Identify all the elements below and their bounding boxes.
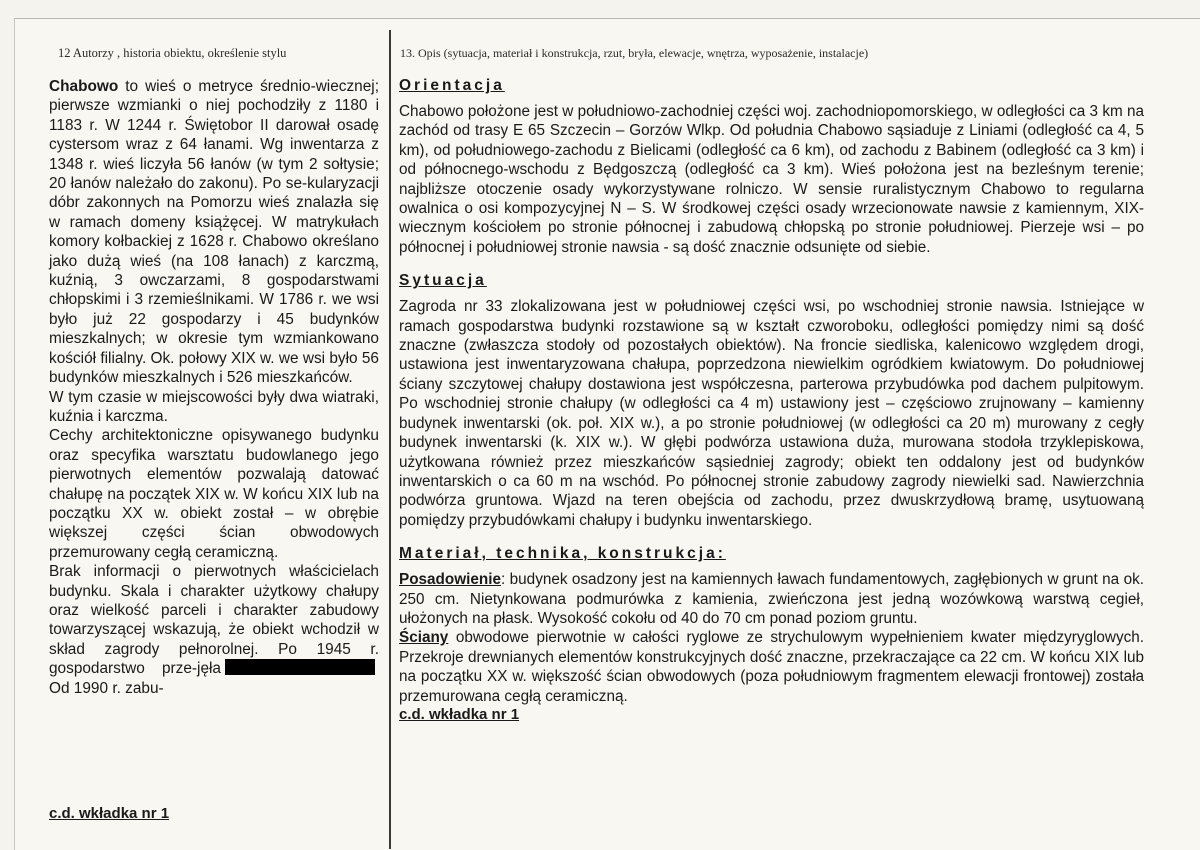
history-paragraph-3: Cechy architektoniczne opisywanego budynku oraz specyfika warsztatu budowlanego jego pierwotnych elementów pozwalają datować chałupę na początek XIX w. W końcu XIX lub na początku XX w. obiekt został – w obrębie większej części ścian obwodowych przemurowany cegłą ceramiczną.	[49, 427, 379, 561]
history-column	[49, 77, 379, 698]
history-paragraph-4: Brak informacji o pierwotnych właścicielach budynku. Skala i charakter użytkowy chałupy oraz wielkość parceli i charakter zabudowy towarzyszącej wskazują, że obiekt wchodził w skład zagrody pełnorolnej. Po 1945 r. gospodarstwo prze-jęłaOd 1990 r. zabu-	[49, 563, 379, 697]
orientacja-text: Chabowo położone jest w południowo-zachodniej części woj. zachodniopomorskiego, w odległości ca 3 km na zachód od trasy E 65 Szczecin – Gorzów Wlkp. Od południa Chabowo sąsiaduje z Liniami (odległość ca 4, 5 km), od południowego-zachodu z Bielicami (odległość ca 6 km), od zachodu z Babinem (odległość ca 3 km) i od północnego-wschodu z Będgoszczą (odległość ca 3 km). Wieś położona jest na bezleśnym terenie; najbliższe otoczenie osady wykorzystywane rolniczo. W sensie ruralistycznym Chabowo to regularna owalnica o osi kompozycyjnej N – S. W środkowej części osady wrzecionowate nawsie z kamiennym, XIX-wiecznym kościołem po stronie północnej i zabudową chłopską po stronie południowej. Pierzeje wsi – po północnej i południowej stronie nawsia - są dość znacznie odsunięte od siebie.	[399, 103, 1144, 256]
column-divider	[389, 30, 391, 849]
posadowienie-text: Posadowienie: budynek osadzony jest na kamiennych ławach fundamentowych, zagłębionych w grunt na ok. 250 cm. Nietynkowana podmurówka z kamienia, zwieńczona jest jedną wozówkową warstwą cegieł, ułożonych na płask. Wysokość cokołu od 40 do 70 cm ponad poziom gruntu.	[399, 571, 1144, 627]
sciany-text: Ściany obwodowe pierwotnie w całości ryglowe ze strychulowym wypełnieniem kwater międzyryglowych. Przekroje drewnianych elementów konstrukcyjnych dość znaczne, przekraczające ca 22 cm. W końcu XIX lub na początku XX w. większość ścian obwodowych (poza południowym fragmentem elewacji frontowej) została przemurowana cegłą ceramiczną.	[399, 629, 1144, 705]
heading-orientacja: Orientacja	[399, 77, 505, 94]
village-name: Chabowo	[49, 78, 119, 95]
section-12-header: 12 Autorzy , historia obiektu, określenie stylu	[58, 46, 287, 60]
description-column	[399, 76, 1144, 724]
history-paragraph-1: Chabowo to wieś o metryce średnio-wiecznej; pierwsze wzmianki o niej pochodziły z 1180 i 1183 r. W 1244 r. Świętobor II darował osadę cystersom wraz z 64 łanami. Wg inwentarza z 1348 r. wieś liczyła 56 łanów (w tym 2 sołtysie; 20 łanów należało do zakonu). Po se-kularyzacji dóbr zakonnych na Pomorzu wieś znalazła się w ramach domeny książęcej. W matrykułach komory kołbackiej z 1628 r. Chabowo określano jako dużą wieś (na 108 łanach) z karczmą, kuźnią, 3 owczarzami, 8 gospodarstwami chłopskimi i 3 rzemieślnikami. W 1786 r. we wsi było już 22 gospodarzy i 45 budynków mieszkalnych; w okresie tym wzmiankowano kościół filialny. Ok. połowy XIX w. we wsi było 56 budynków mieszkalnych i 526 mieszkańców.	[49, 78, 379, 387]
sytuacja-text: Zagroda nr 33 zlokalizowana jest w południowej części wsi, po wschodniej stronie nawsia. Istniejące w ramach gospodarstwa budynki rozstawione są w kształt czworoboku, odległości pomiędzy nimi są dość znaczne (zwłaszcza stodoły od pozostałych obiektów). Na froncie siedliska, kalenicowo względem drogi, ustawiona jest inwentaryzowana chałupa, poprzedzona niewielkim ogródkiem kwiatowym. Do południowej ściany szczytowej chałupy dostawiona jest współczesna, parterowa przybudówka pod dachem pulpitowym. Po wschodniej stronie chałupy (w odległości ca 4 m) ustawiony jest – częściowo zrujnowany – kamienny budynek inwentarski (ok. poł. XIX w.), a po stronie południowej (w odległości ca 20 m) murowany z cegły budynek inwentarski (k. XIX w.). W głębi podwórza ustawiona duża, murowana stodoła trzyklepiskowa, użytkowana również przez mieszkańców sąsiedniej zagrody; obiekt ten oddalony jest od budynków inwentarskich o ca 60 m na wschód. Po północnej stronie zabudowy zagrody niewielki sad. Nawierzchnia podwórza gruntowa. Wjazd na teren obejścia od zachodu, przez dwuskrzydłową bramę, usytuowaną pomiędzy przybudówkami chałupy i budynku inwentarskiego.	[399, 298, 1144, 529]
posadowienie-label: Posadowienie	[399, 571, 502, 589]
heading-material: Materiał, technika, konstrukcja:	[399, 545, 726, 563]
continued-note-left: c.d. wkładka nr 1	[49, 805, 170, 822]
heading-sytuacja: Sytuacja	[399, 272, 487, 290]
section-13-header: 13. Opis (sytuacja, materiał i konstrukcja, rzut, bryła, elewacje, wnętrza, wyposażenie, instalacje)	[400, 46, 869, 60]
history-paragraph-2: W tym czasie w miejscowości były dwa wiatraki, kuźnia i karczma.	[49, 388, 379, 425]
redaction-bar	[225, 659, 375, 675]
sciany-label: Ściany	[399, 629, 449, 647]
continued-note-right: c.d. wkładka nr 1	[399, 705, 520, 723]
